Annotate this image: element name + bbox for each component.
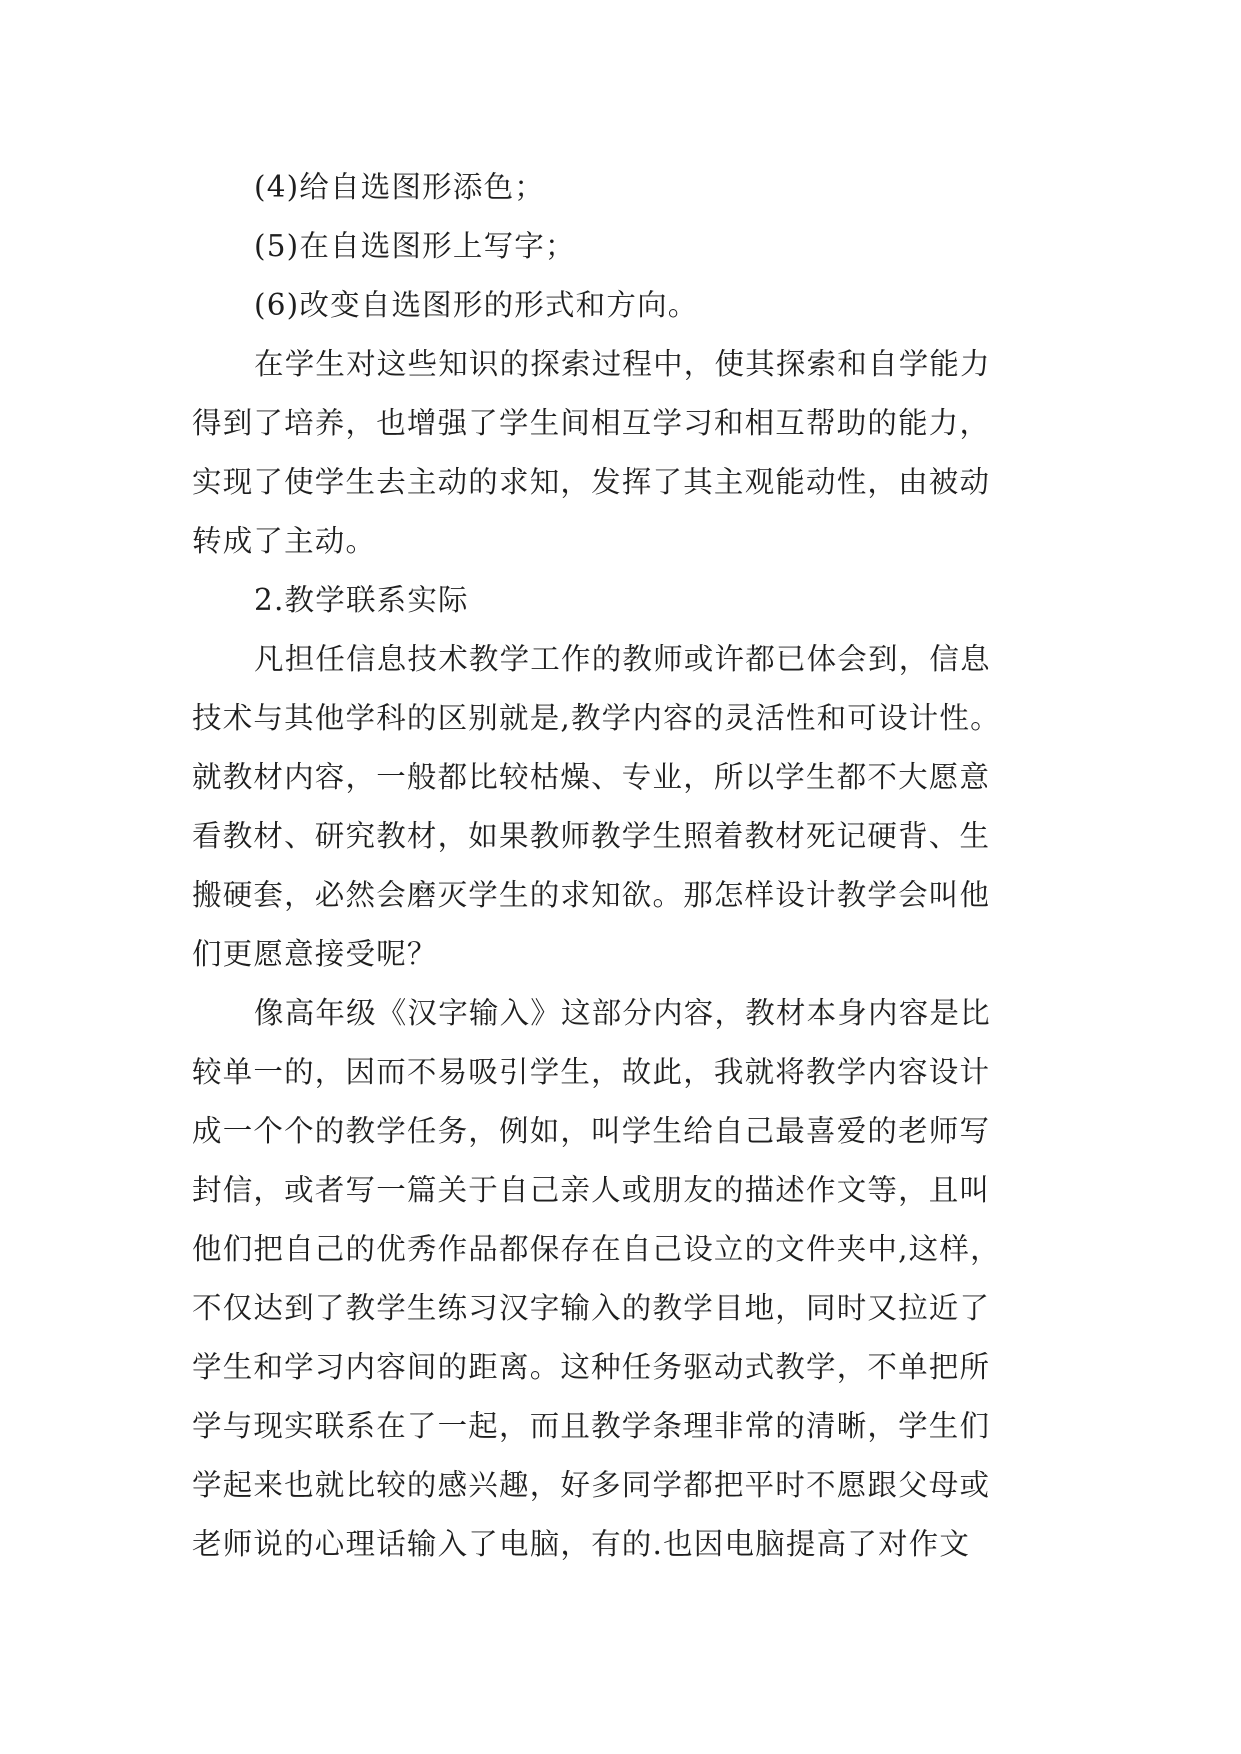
- paragraph-line: 得到了培养，也增强了学生间相互学习和相互帮助的能力，: [192, 406, 991, 440]
- paragraph-line: 们更愿意接受呢？: [192, 937, 438, 971]
- paragraph-line: 技术与其他学科的区别就是,教学内容的灵活性和可设计性。: [192, 701, 1001, 735]
- paragraph-line: 较单一的，因而不易吸引学生，故此，我就将教学内容设计: [192, 1055, 991, 1089]
- paragraph-line: 像高年级《汉字输入》这部分内容，教材本身内容是比: [254, 996, 991, 1030]
- paragraph-line: 不仅达到了教学生练习汉字输入的教学目地，同时又拉近了: [192, 1291, 991, 1325]
- paragraph-line: 老师说的心理话输入了电脑，有的.也因电脑提高了对作文: [192, 1527, 971, 1561]
- paragraph-line: 就教材内容，一般都比较枯燥、专业，所以学生都不大愿意: [192, 760, 991, 794]
- paragraph-line: 看教材、研究教材，如果教师教学生照着教材死记硬背、生: [192, 819, 991, 853]
- paragraph-line: 他们把自己的优秀作品都保存在自己设立的文件夹中,这样，: [192, 1232, 1001, 1266]
- paragraph-line: 搬硬套，必然会磨灭学生的求知欲。那怎样设计教学会叫他: [192, 878, 991, 912]
- list-item-6: (6)改变自选图形的形式和方向。: [254, 288, 699, 322]
- paragraph-line: 学生和学习内容间的距离。这种任务驱动式教学，不单把所: [192, 1350, 991, 1384]
- paragraph-line: 转成了主动。: [192, 524, 377, 558]
- paragraph-line: 封信，或者写一篇关于自己亲人或朋友的描述作文等，且叫: [192, 1173, 991, 1207]
- paragraph-line: 凡担任信息技术教学工作的教师或许都已体会到，信息: [254, 642, 991, 676]
- section-heading: 2.教学联系实际: [254, 583, 469, 617]
- paragraph-line: 学起来也就比较的感兴趣，好多同学都把平时不愿跟父母或: [192, 1468, 991, 1502]
- paragraph-line: 成一个个的教学任务，例如，叫学生给自己最喜爱的老师写: [192, 1114, 991, 1148]
- paragraph-line: 在学生对这些知识的探索过程中，使其探索和自学能力: [254, 347, 991, 381]
- paragraph-line: 实现了使学生去主动的求知，发挥了其主观能动性，由被动: [192, 465, 991, 499]
- paragraph-line: 学与现实联系在了一起，而且教学条理非常的清晰，学生们: [192, 1409, 991, 1443]
- list-item-5: (5)在自选图形上写字；: [254, 229, 576, 263]
- list-item-4: (4)给自选图形添色；: [254, 170, 545, 204]
